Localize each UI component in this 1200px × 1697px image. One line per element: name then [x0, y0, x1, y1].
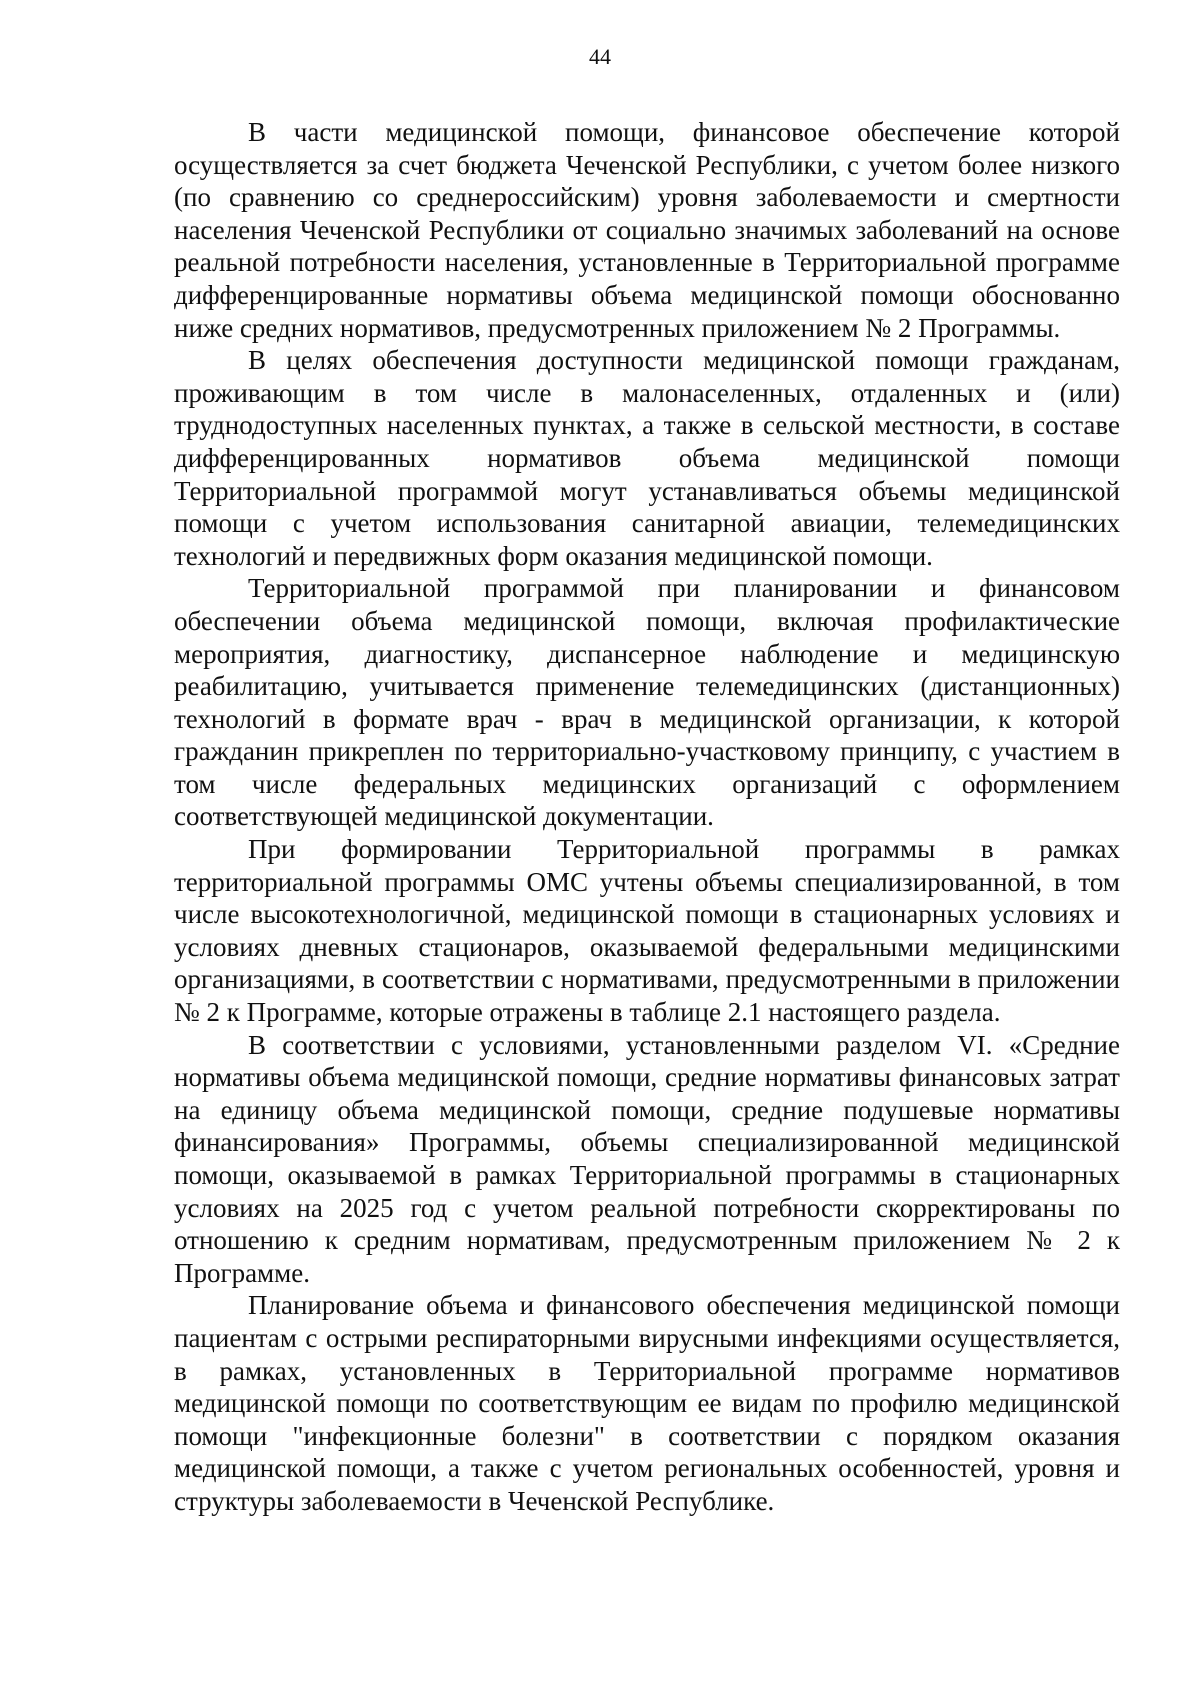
paragraph-2: В целях обеспечения доступности медицинской помощи гражданам, проживающим в том числе в малонаселенных, отдаленных и (или) труднодоступных населенных пунктах, а также в сельской местности, в составе дифференцированных нормативов объема медицинской помощи Территориальной программой могут устанавливаться объемы медицинской помощи с учетом использования санитарной авиации, телемедицинских технологий и передвижных форм оказания медицинской помощи.: [174, 345, 1120, 571]
paragraph-3: Территориальной программой при планировании и финансовом обеспечении объема медицинской помощи, включая профилактические мероприятия, диагностику, диспансерное наблюдение и медицинскую реабилитацию, учитывается применение телемедицинских (дистанционных) технологий в формате врач - врач в медицинской организации, к которой гражданин прикреплен по территориально-участковому принципу, с участием в том числе федеральных медицинских организаций с оформлением соответствующей медицинской документации.: [174, 573, 1120, 832]
page-number: 44: [589, 44, 611, 69]
paragraph-1: В части медицинской помощи, финансовое обеспечение которой осуществляется за счет бюджета Чеченской Республики, с учетом более низкого (по сравнению со среднероссийским) уровня заболеваемости и смертности населения Чеченской Республики от социально значимых заболеваний на основе реальной потребности населения, установленные в Территориальной программе дифференцированные нормативы объема медицинской помощи обоснованно ниже средних нормативов, предусмотренных приложением № 2 Программы.: [174, 117, 1120, 343]
paragraph-5: В соответствии с условиями, установленными разделом VI. «Средние нормативы объема медицинской помощи, средние нормативы финансовых затрат на единицу объема медицинской помощи, средние подушевые нормативы финансирования» Программы, объемы специализированной медицинской помощи, оказываемой в рамках Территориальной программы в стационарных условиях на 2025 год с учетом реальной потребности скорректированы по отношению к средним нормативам, предусмотренным приложением № 2 к Программе.: [174, 1029, 1120, 1288]
paragraph-4: При формировании Территориальной программы в рамках территориальной программы ОМС учтены объемы специализированной, в том числе высокотехнологичной, медицинской помощи в стационарных условиях и условиях дневных стационаров, оказываемой федеральными медицинскими организациями, в соответствии с нормативами, предусмотренными в приложении № 2 к Программе, которые отражены в таблице 2.1 настоящего раздела.: [174, 834, 1120, 1028]
paragraph-6: Планирование объема и финансового обеспечения медицинской помощи пациентам с острыми респираторными вирусными инфекциями осуществляется, в рамках, установленных в Территориальной программе нормативов медицинской помощи по соответствующим ее видам по профилю медицинской помощи "инфекционные болезни" в соответствии с порядком оказания медицинской помощи, а также с учетом региональных особенностей, уровня и структуры заболеваемости в Чеченской Республике.: [174, 1290, 1120, 1516]
document-body: [174, 116, 1120, 1518]
